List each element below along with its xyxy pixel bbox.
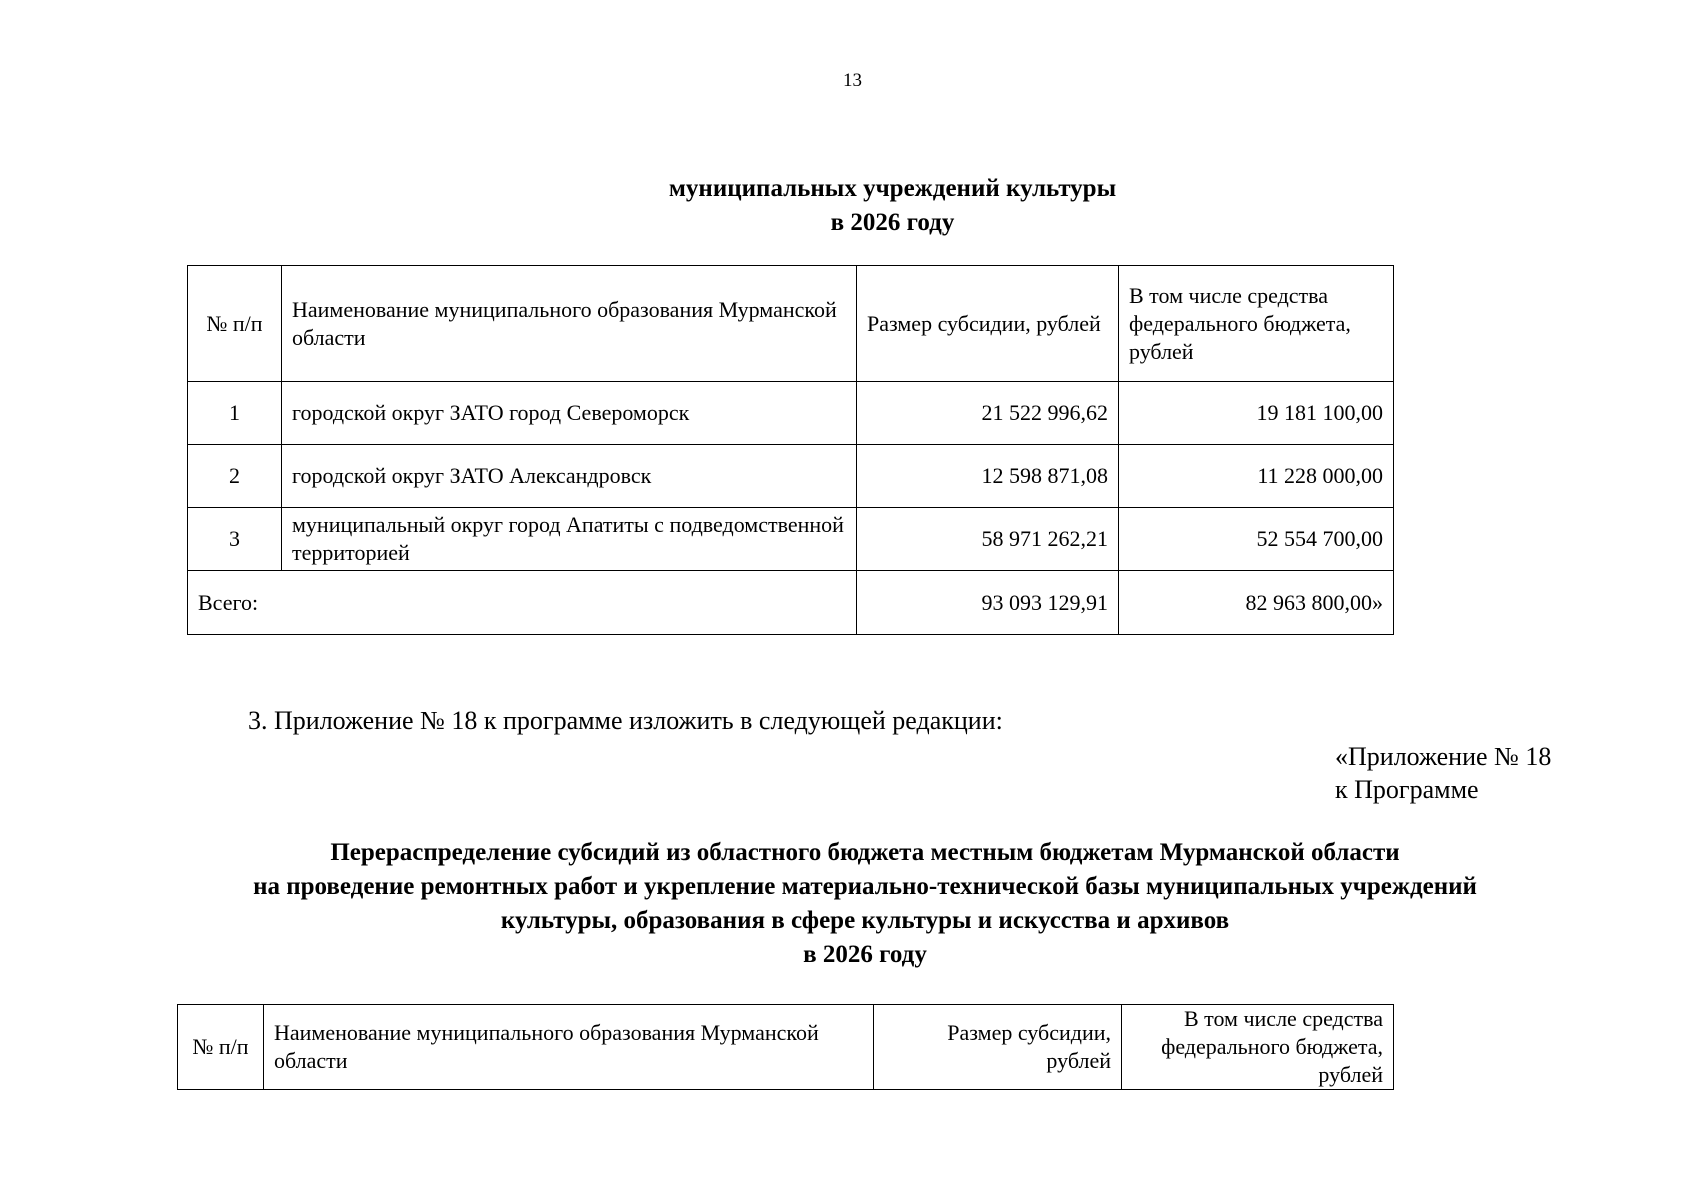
total-federal: 82 963 800,00» <box>1119 571 1394 635</box>
total-label: Всего: <box>188 571 857 635</box>
subsidy-table-1 <box>187 265 1394 635</box>
row-name: городской округ ЗАТО Александровск <box>282 445 857 508</box>
table2-title <box>0 836 1705 972</box>
header-federal: В том числе средства федерального бюджета, рублей <box>1119 266 1394 382</box>
row-num: 1 <box>188 382 282 445</box>
table-row <box>188 445 1394 508</box>
row-federal: 19 181 100,00 <box>1119 382 1394 445</box>
row-name: муниципальный округ город Апатиты с подведомственной территорией <box>282 508 857 571</box>
page-number: 13 <box>843 70 862 91</box>
table1-title <box>0 172 1705 240</box>
row-subsidy: 21 522 996,62 <box>857 382 1119 445</box>
header-federal: В том числе средства федерального бюджета, рублей <box>1122 1005 1394 1090</box>
table2-title-line4: в 2026 году <box>803 941 927 968</box>
row-name: городской округ ЗАТО город Североморск <box>282 382 857 445</box>
appendix-line2: к Программе <box>1335 775 1479 804</box>
row-num: 3 <box>188 508 282 571</box>
header-name: Наименование муниципального образования Мурманской области <box>282 266 857 382</box>
total-subsidy: 93 093 129,91 <box>857 571 1119 635</box>
table2-title-line2: на проведение ремонтных работ и укрепление материально-технической базы муниципальных учреждений <box>253 873 1477 900</box>
table-row <box>188 508 1394 571</box>
table1-title-line2: в 2026 году <box>830 209 955 236</box>
header-subsidy: Размер субсидии, рублей <box>874 1005 1122 1090</box>
table1-title-line1: муниципальных учреждений культуры <box>668 175 1117 202</box>
table2-title-line1: Перераспределение субсидий из областного бюджета местным бюджетам Мурманской области <box>330 839 1400 866</box>
table-row <box>188 382 1394 445</box>
row-num: 2 <box>188 445 282 508</box>
appendix-line1: «Приложение № 18 <box>1335 742 1552 771</box>
amendment-paragraph: 3. Приложение № 18 к программе изложить в следующей редакции: <box>248 706 1003 735</box>
header-subsidy: Размер субсидии, рублей <box>857 266 1119 382</box>
appendix-label <box>1335 740 1551 806</box>
table-header-row <box>178 1005 1394 1090</box>
subsidy-table-2 <box>177 1004 1394 1090</box>
row-federal: 52 554 700,00 <box>1119 508 1394 571</box>
table-header-row <box>188 266 1394 382</box>
header-name: Наименование муниципального образования Мурманской области <box>264 1005 874 1090</box>
row-federal: 11 228 000,00 <box>1119 445 1394 508</box>
header-num: № п/п <box>178 1005 264 1090</box>
row-subsidy: 12 598 871,08 <box>857 445 1119 508</box>
total-row <box>188 571 1394 635</box>
header-num: № п/п <box>188 266 282 382</box>
table2-title-line3: культуры, образования в сфере культуры и искусства и архивов <box>500 907 1230 934</box>
row-subsidy: 58 971 262,21 <box>857 508 1119 571</box>
